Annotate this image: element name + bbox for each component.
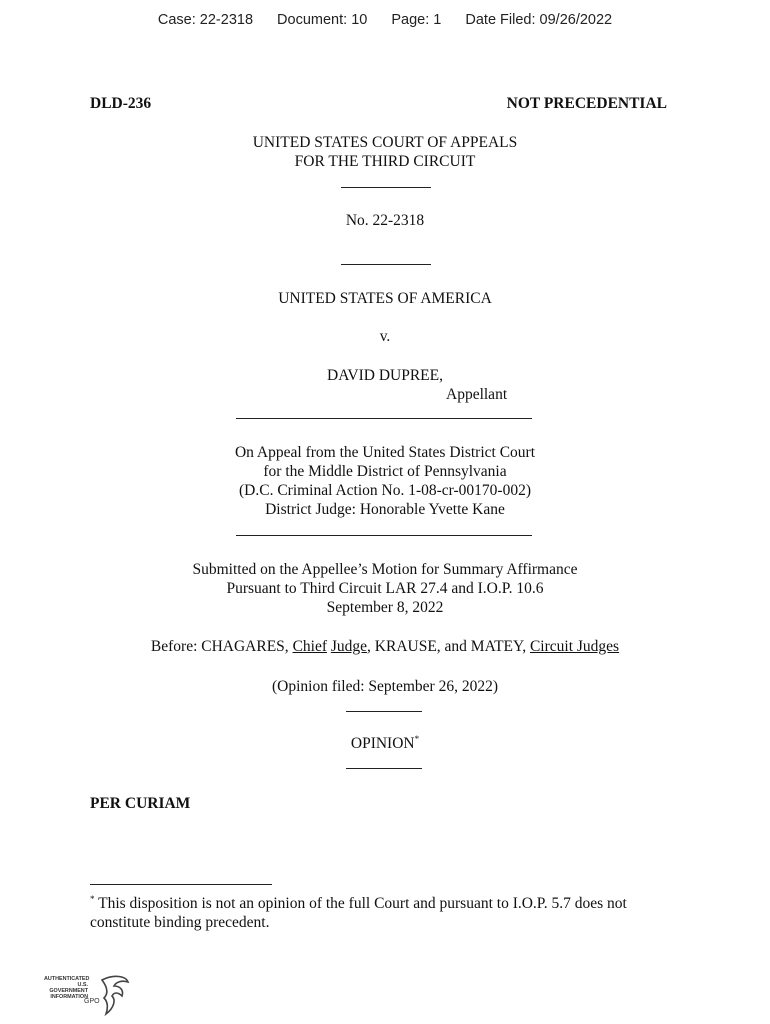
circuit-judges-title: Circuit Judges xyxy=(529,638,620,655)
footnote-marker: * xyxy=(90,893,95,904)
before-mid: , KRAUSE, and MATEY, xyxy=(367,638,530,655)
before-prefix: Before: CHAGARES, xyxy=(150,638,293,655)
footnote-line1 xyxy=(90,894,690,913)
submitted-line1: Submitted on the Appellee’s Motion for Summary Affirmance xyxy=(192,561,578,578)
gpo-seal-line2: U.S. GOVERNMENT xyxy=(49,982,88,994)
gpo-abbr: GPO xyxy=(84,998,100,1005)
appeal-line1: On Appeal from the United States District Court xyxy=(234,444,536,461)
opinion-label: OPINION xyxy=(350,735,415,752)
divider xyxy=(341,187,431,188)
judge-title: Judge xyxy=(330,638,368,655)
submitted-line3: September 8, 2022 xyxy=(326,599,444,616)
panel-judges xyxy=(0,637,770,656)
appeal-line3: (D.C. Criminal Action No. 1-08-cr-00170-002) xyxy=(239,482,531,499)
eagle-icon xyxy=(92,974,132,1016)
appeal-line4: District Judge: Honorable Yvette Kane xyxy=(265,501,505,518)
gpo-seal-line3: INFORMATION xyxy=(50,994,88,1000)
footnote-text1: This disposition is not an opinion of the full Court and pursuant to I.O.P. 5.7 does not xyxy=(94,895,627,912)
opinion-filed-date: (Opinion filed: September 26, 2022) xyxy=(272,678,498,695)
divider xyxy=(236,535,532,536)
appellant-label: Appellant xyxy=(446,386,508,403)
court-name-line2: FOR THE THIRD CIRCUIT xyxy=(294,153,476,170)
appeal-line2: for the Middle District of Pennsylvania xyxy=(263,463,507,480)
versus: v. xyxy=(379,328,391,345)
opinion-heading xyxy=(0,734,770,753)
divider xyxy=(346,711,422,712)
chief-title: Chief xyxy=(292,638,327,655)
defendant: DAVID DUPREE, xyxy=(327,367,443,384)
case-number-header: Case: 22-2318 xyxy=(157,12,254,28)
page-header xyxy=(0,12,770,28)
divider xyxy=(346,768,422,769)
per-curiam: PER CURIAM xyxy=(90,795,191,812)
precedential-status: NOT PRECEDENTIAL xyxy=(506,95,667,112)
footnote-divider xyxy=(90,884,272,885)
divider xyxy=(236,418,532,419)
case-number: No. 22-2318 xyxy=(345,212,425,229)
footnote-marker: * xyxy=(414,733,420,744)
document-number-header: Document: 10 xyxy=(277,12,368,28)
dld-number: DLD-236 xyxy=(90,95,152,112)
submitted-line2: Pursuant to Third Circuit LAR 27.4 and I.O.P. 10.6 xyxy=(226,580,544,597)
gpo-seal-text xyxy=(44,976,88,1000)
divider xyxy=(341,264,431,265)
page-number-header: Page: 1 xyxy=(391,12,442,28)
court-name-line1: UNITED STATES COURT OF APPEALS xyxy=(252,134,518,151)
footnote-line2: constitute binding precedent. xyxy=(90,914,270,931)
date-filed-header: Date Filed: 09/26/2022 xyxy=(465,12,613,28)
gpo-seal-line1: AUTHENTICATED xyxy=(44,976,90,982)
plaintiff: UNITED STATES OF AMERICA xyxy=(278,290,492,307)
gpo-authentication-seal xyxy=(44,974,134,1016)
